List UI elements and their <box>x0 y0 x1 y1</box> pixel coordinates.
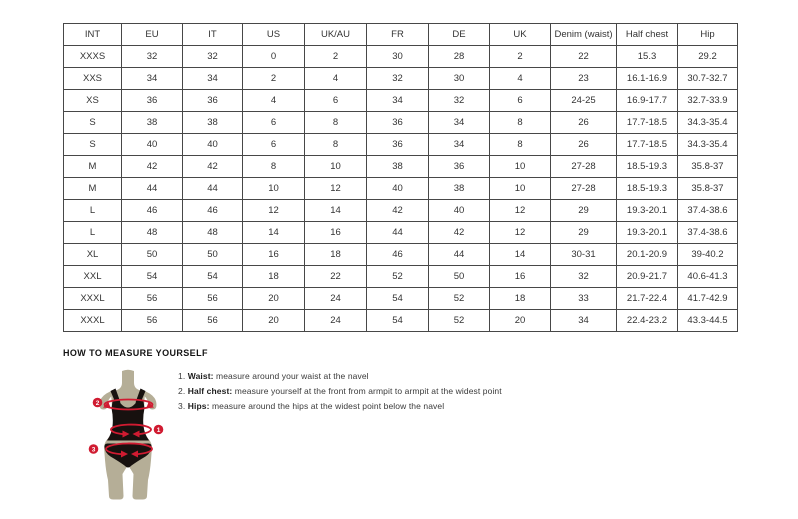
table-cell: 43.3-44.5 <box>678 310 738 332</box>
table-cell: 56 <box>183 288 243 310</box>
table-cell: 32 <box>122 46 183 68</box>
table-cell: XXXL <box>64 288 122 310</box>
table-cell: 39-40.2 <box>678 244 738 266</box>
step-number: 2. <box>178 386 188 396</box>
table-cell: 41.7-42.9 <box>678 288 738 310</box>
table-cell: 18.5-19.3 <box>617 178 678 200</box>
table-cell: 46 <box>122 200 183 222</box>
table-cell: 40 <box>122 134 183 156</box>
table-cell: XL <box>64 244 122 266</box>
table-cell: 42 <box>367 200 429 222</box>
table-cell: 35.8-37 <box>678 156 738 178</box>
table-cell: 32 <box>367 68 429 90</box>
table-row <box>64 46 738 68</box>
table-cell: 16 <box>243 244 305 266</box>
table-cell: XXL <box>64 266 122 288</box>
table-cell: 0 <box>243 46 305 68</box>
table-cell: 32 <box>429 90 490 112</box>
table-cell: 34 <box>183 68 243 90</box>
table-cell: 23 <box>551 68 617 90</box>
table-cell: 20.9-21.7 <box>617 266 678 288</box>
table-cell: 46 <box>183 200 243 222</box>
table-cell: 33 <box>551 288 617 310</box>
step-number: 3. <box>178 401 188 411</box>
table-cell: 36 <box>429 156 490 178</box>
table-cell: 54 <box>183 266 243 288</box>
table-cell: 12 <box>490 222 551 244</box>
table-cell: S <box>64 112 122 134</box>
table-cell: 2 <box>490 46 551 68</box>
table-cell: 8 <box>490 112 551 134</box>
table-cell: 12 <box>490 200 551 222</box>
table-cell: 34.3-35.4 <box>678 134 738 156</box>
table-cell: 56 <box>183 310 243 332</box>
column-header: EU <box>122 24 183 46</box>
table-cell: 40 <box>367 178 429 200</box>
step-text: measure around your waist at the navel <box>213 371 369 381</box>
table-cell: 34.3-35.4 <box>678 112 738 134</box>
mannequin-illustration-icon <box>78 368 178 503</box>
table-cell: 56 <box>122 288 183 310</box>
table-cell: 44 <box>367 222 429 244</box>
table-cell: L <box>64 222 122 244</box>
table-row <box>64 244 738 266</box>
step-number: 1. <box>178 371 188 381</box>
table-cell: 19.3-20.1 <box>617 200 678 222</box>
table-cell: 37.4-38.6 <box>678 222 738 244</box>
table-cell: M <box>64 156 122 178</box>
table-cell: 22 <box>305 266 367 288</box>
measure-step <box>178 401 502 411</box>
table-cell: 4 <box>305 68 367 90</box>
table-cell: 14 <box>305 200 367 222</box>
measure-steps-list <box>178 371 502 416</box>
size-chart-table <box>63 23 738 332</box>
table-row <box>64 200 738 222</box>
table-cell: 15.3 <box>617 46 678 68</box>
column-header: DE <box>429 24 490 46</box>
table-cell: 16 <box>490 266 551 288</box>
table-cell: 42 <box>122 156 183 178</box>
table-cell: 10 <box>305 156 367 178</box>
table-cell: 52 <box>429 310 490 332</box>
table-cell: 29.2 <box>678 46 738 68</box>
table-cell: 38 <box>429 178 490 200</box>
table-cell: XXXS <box>64 46 122 68</box>
table-cell: 54 <box>367 288 429 310</box>
table-row <box>64 68 738 90</box>
table-row <box>64 266 738 288</box>
table-cell: 44 <box>183 178 243 200</box>
table-cell: 21.7-22.4 <box>617 288 678 310</box>
measure-step <box>178 386 502 396</box>
column-header: FR <box>367 24 429 46</box>
table-cell: 50 <box>122 244 183 266</box>
hips-marker-number: 3 <box>91 446 96 454</box>
table-cell: 32 <box>551 266 617 288</box>
column-header: UK <box>490 24 551 46</box>
table-cell: 48 <box>183 222 243 244</box>
table-cell: 18 <box>305 244 367 266</box>
table-cell: 16.9-17.7 <box>617 90 678 112</box>
table-cell: 18 <box>243 266 305 288</box>
table-cell: 30 <box>429 68 490 90</box>
table-cell: 40 <box>183 134 243 156</box>
step-label: Waist: <box>187 371 214 381</box>
table-cell: L <box>64 200 122 222</box>
table-cell: 30 <box>367 46 429 68</box>
table-cell: 38 <box>367 156 429 178</box>
table-cell: 38 <box>122 112 183 134</box>
table-row <box>64 178 738 200</box>
table-cell: 30.7-32.7 <box>678 68 738 90</box>
table-cell: 50 <box>429 266 490 288</box>
size-chart-header <box>64 24 738 46</box>
table-row <box>64 112 738 134</box>
table-cell: 10 <box>490 178 551 200</box>
table-cell: 22 <box>551 46 617 68</box>
table-cell: 27-28 <box>551 156 617 178</box>
table-cell: 8 <box>305 112 367 134</box>
table-cell: 22.4-23.2 <box>617 310 678 332</box>
table-cell: 52 <box>429 288 490 310</box>
header-row <box>64 24 738 46</box>
column-header: Half chest <box>617 24 678 46</box>
table-row <box>64 156 738 178</box>
table-cell: 10 <box>490 156 551 178</box>
column-header: IT <box>183 24 243 46</box>
table-cell: 24-25 <box>551 90 617 112</box>
measurement-figure <box>78 368 178 503</box>
table-cell: 34 <box>429 112 490 134</box>
table-cell: 36 <box>367 134 429 156</box>
table-cell: 16 <box>305 222 367 244</box>
table-cell: 2 <box>243 68 305 90</box>
step-text: measure around the hips at the widest point below the navel <box>209 401 445 411</box>
step-text: measure yourself at the front from armpit to armpit at the widest point <box>232 386 502 396</box>
table-cell: 4 <box>490 68 551 90</box>
table-cell: 48 <box>122 222 183 244</box>
table-cell: 17.7-18.5 <box>617 112 678 134</box>
table-cell: 36 <box>183 90 243 112</box>
table-cell: 37.4-38.6 <box>678 200 738 222</box>
table-cell: 16.1-16.9 <box>617 68 678 90</box>
table-cell: 6 <box>490 90 551 112</box>
table-cell: 14 <box>243 222 305 244</box>
table-cell: 34 <box>551 310 617 332</box>
table-cell: 29 <box>551 222 617 244</box>
table-row <box>64 134 738 156</box>
table-cell: 8 <box>243 156 305 178</box>
table-cell: 14 <box>490 244 551 266</box>
table-cell: 20 <box>490 310 551 332</box>
table-cell: 46 <box>367 244 429 266</box>
table-cell: 27-28 <box>551 178 617 200</box>
column-header: INT <box>64 24 122 46</box>
table-cell: 10 <box>243 178 305 200</box>
table-cell: 19.3-20.1 <box>617 222 678 244</box>
table-cell: 54 <box>367 310 429 332</box>
table-cell: 8 <box>490 134 551 156</box>
table-cell: 20 <box>243 310 305 332</box>
table-cell: 52 <box>367 266 429 288</box>
table-cell: 24 <box>305 310 367 332</box>
table-cell: M <box>64 178 122 200</box>
column-header: Denim (waist) <box>551 24 617 46</box>
table-cell: 4 <box>243 90 305 112</box>
table-cell: 29 <box>551 200 617 222</box>
table-cell: XS <box>64 90 122 112</box>
table-cell: 34 <box>122 68 183 90</box>
table-cell: 2 <box>305 46 367 68</box>
table-cell: 42 <box>429 222 490 244</box>
column-header: UK/AU <box>305 24 367 46</box>
table-cell: S <box>64 134 122 156</box>
size-chart-body <box>64 46 738 332</box>
waist-marker-number: 1 <box>156 427 161 434</box>
table-cell: 40 <box>429 200 490 222</box>
table-cell: XXS <box>64 68 122 90</box>
table-row <box>64 90 738 112</box>
table-row <box>64 310 738 332</box>
table-cell: XXXL <box>64 310 122 332</box>
table-cell: 6 <box>305 90 367 112</box>
table-cell: 20 <box>243 288 305 310</box>
table-cell: 24 <box>305 288 367 310</box>
table-cell: 28 <box>429 46 490 68</box>
table-cell: 54 <box>122 266 183 288</box>
table-row <box>64 288 738 310</box>
table-cell: 44 <box>122 178 183 200</box>
chest-marker-number: 2 <box>95 400 100 407</box>
measure-section-title: HOW TO MEASURE YOURSELF <box>63 348 208 358</box>
table-cell: 40.6-41.3 <box>678 266 738 288</box>
table-cell: 34 <box>429 134 490 156</box>
table-cell: 8 <box>305 134 367 156</box>
table-cell: 36 <box>122 90 183 112</box>
table-cell: 12 <box>243 200 305 222</box>
step-label: Half chest: <box>187 386 233 396</box>
table-cell: 26 <box>551 134 617 156</box>
table-cell: 6 <box>243 112 305 134</box>
table-cell: 38 <box>183 112 243 134</box>
table-cell: 35.8-37 <box>678 178 738 200</box>
table-cell: 30-31 <box>551 244 617 266</box>
table-cell: 42 <box>183 156 243 178</box>
step-label: Hips: <box>187 401 210 411</box>
table-row <box>64 222 738 244</box>
table-cell: 36 <box>367 112 429 134</box>
table-cell: 17.7-18.5 <box>617 134 678 156</box>
measure-step <box>178 371 502 381</box>
table-cell: 18.5-19.3 <box>617 156 678 178</box>
table-cell: 50 <box>183 244 243 266</box>
table-cell: 32 <box>183 46 243 68</box>
column-header: Hip <box>678 24 738 46</box>
table-cell: 12 <box>305 178 367 200</box>
table-cell: 20.1-20.9 <box>617 244 678 266</box>
table-cell: 18 <box>490 288 551 310</box>
table-cell: 26 <box>551 112 617 134</box>
table-cell: 34 <box>367 90 429 112</box>
table-cell: 56 <box>122 310 183 332</box>
table-cell: 32.7-33.9 <box>678 90 738 112</box>
table-cell: 44 <box>429 244 490 266</box>
table-cell: 6 <box>243 134 305 156</box>
column-header: US <box>243 24 305 46</box>
